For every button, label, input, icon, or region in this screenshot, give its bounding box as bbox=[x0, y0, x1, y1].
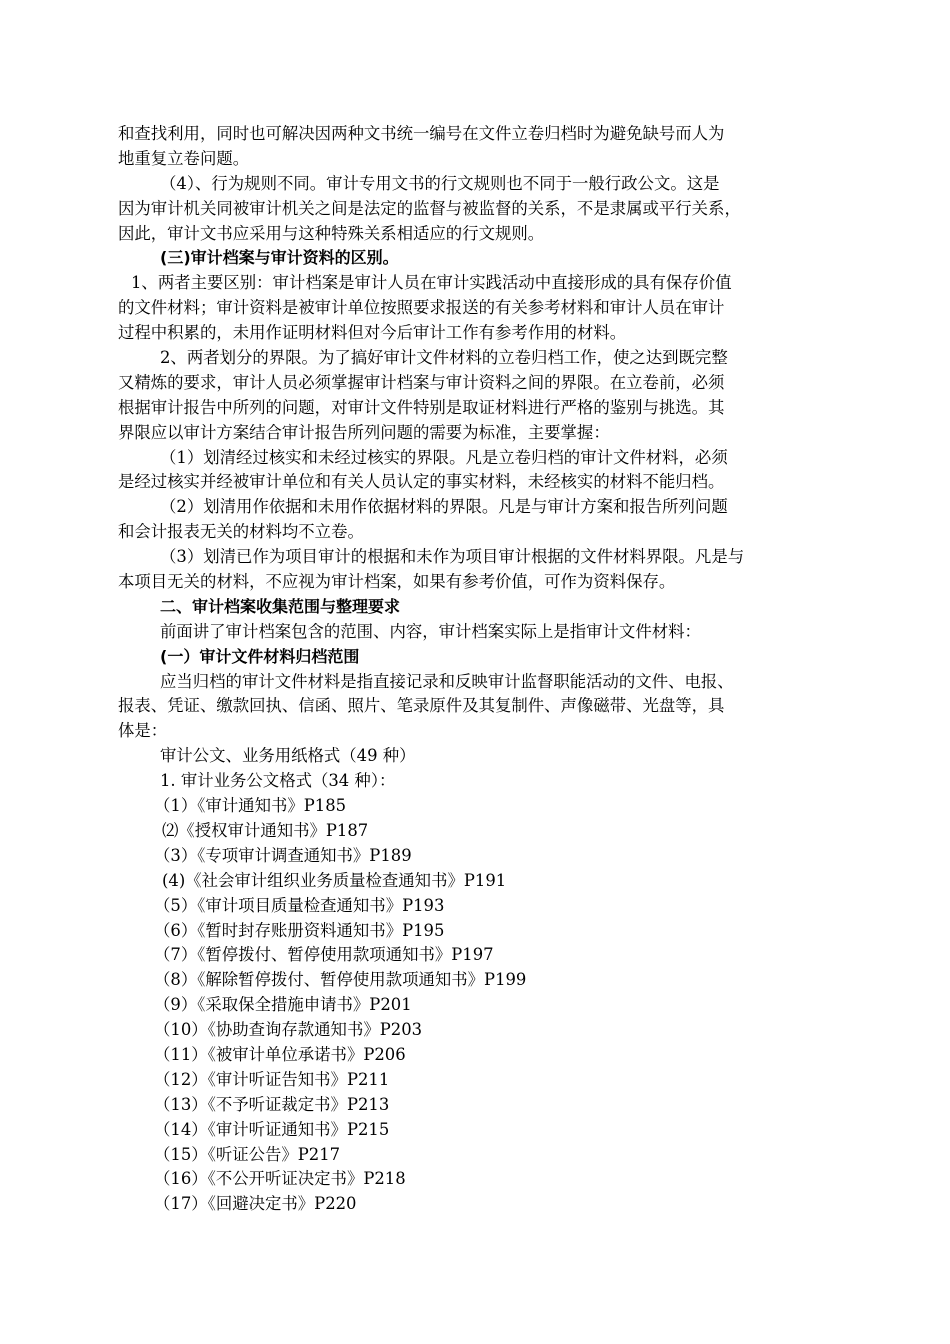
section-heading: 二、审计档案收集范围与整理要求 bbox=[160, 596, 401, 616]
text-line: 过程中积累的，未用作证明材料但对今后审计工作有参考作用的材料。 bbox=[118, 323, 627, 343]
list-item: （9）《采取保全措施申请书》P201 bbox=[154, 995, 412, 1015]
section-heading: (一）审计文件材料归档范围 bbox=[160, 646, 360, 666]
text-line: 地重复立卷问题。 bbox=[118, 148, 250, 168]
paragraph bbox=[118, 446, 838, 496]
paragraph bbox=[118, 495, 838, 545]
document-page bbox=[118, 122, 838, 1217]
paragraph bbox=[118, 271, 838, 346]
list-item: （16）《不公开听证决定书》P218 bbox=[154, 1169, 406, 1189]
text-line: 1、两者主要区别：审计档案是审计人员在审计实践活动中直接形成的具有保存价值 bbox=[131, 273, 732, 293]
paragraph bbox=[118, 122, 838, 172]
text-line: 根据审计报告中所列的问题，对审计文件特别是取证材料进行严格的鉴别与挑选。其 bbox=[118, 397, 725, 417]
text-line: （4）、行为规则不同。审计专用文书的行文规则也不同于一般行政公文。这是 bbox=[160, 173, 720, 193]
paragraph bbox=[118, 545, 838, 595]
list-item: （10）《协助查询存款通知书》P203 bbox=[154, 1020, 423, 1040]
list-item: （1）《审计通知书》P185 bbox=[154, 796, 347, 816]
formats-title: 审计公文、业务用纸格式（49 种） bbox=[160, 746, 416, 766]
text-line: 前面讲了审计档案包含的范围、内容，审计档案实际上是指审计文件材料： bbox=[160, 621, 701, 641]
list-item: （8）《解除暂停拨付、暂停使用款项通知书》P199 bbox=[154, 970, 527, 990]
list-item: （13）《不予听证裁定书》P213 bbox=[154, 1094, 390, 1114]
text-line: 又精炼的要求，审计人员必须掌握审计档案与审计资料之间的界限。在立卷前，必须 bbox=[118, 372, 725, 392]
text-line: 是经过核实并经被审计单位和有关人员认定的事实材料，未经核实的材料不能归档。 bbox=[118, 472, 725, 492]
section-heading: (三)审计档案与审计资料的区别。 bbox=[160, 248, 399, 268]
text-line: 和查找利用，同时也可解决因两种文书统一编号在文件立卷归档时为避免缺号而人为 bbox=[118, 124, 725, 143]
paragraph bbox=[118, 620, 838, 645]
list-item: （5）《审计项目质量检查通知书》P193 bbox=[154, 895, 445, 915]
text-line: 报表、凭证、缴款回执、信函、照片、笔录原件及其复制件、声像磁带、光盘等，具 bbox=[118, 696, 725, 716]
text-line: 的文件材料；审计资料是被审计单位按照要求报送的有关参考材料和审计人员在审计 bbox=[118, 298, 725, 318]
text-line: 应当归档的审计文件材料是指直接记录和反映审计监督职能活动的文件、电报、 bbox=[160, 671, 734, 691]
list-item: （14）《审计听证通知书》P215 bbox=[154, 1119, 390, 1139]
text-line: （1）划清经过核实和未经过核实的界限。凡是立卷归档的审计文件材料，必须 bbox=[160, 447, 728, 467]
paragraph bbox=[118, 346, 838, 446]
list-item: （7）《暂停拨付、暂停使用款项通知书》P197 bbox=[154, 945, 494, 965]
text-line: 本项目无关的材料，不应视为审计档案，如果有参考价值，可作为资料保存。 bbox=[118, 572, 676, 592]
list-item: （11）《被审计单位承诺书》P206 bbox=[154, 1044, 406, 1064]
list-item: (4)《社会审计组织业务质量检查通知书》P191 bbox=[162, 870, 507, 890]
paragraph bbox=[118, 670, 838, 745]
text-line: 体是： bbox=[118, 721, 168, 741]
text-line: 因此，审计文书应采用与这种特殊关系相适应的行文规则。 bbox=[118, 223, 545, 243]
text-line: 因为审计机关同被审计机关之间是法定的监督与被监督的关系，不是隶属或平行关系， bbox=[118, 198, 741, 218]
text-line: （3）划清已作为项目审计的根据和未作为项目审计根据的文件材料界限。凡是与 bbox=[160, 547, 745, 567]
format-list bbox=[118, 794, 838, 1217]
list-item: （12）《审计听证告知书》P211 bbox=[154, 1069, 390, 1089]
list-item: ⑵《授权审计通知书》P187 bbox=[162, 820, 369, 840]
list-item: （3）《专项审计调查通知书》P189 bbox=[154, 845, 412, 865]
text-line: （2）划清用作依据和未用作依据材料的界限。凡是与审计方案和报告所列问题 bbox=[160, 497, 728, 517]
text-line: 2、两者划分的界限。为了搞好审计文件材料的立卷归档工作，使之达到既完整 bbox=[160, 348, 728, 368]
text-line: 界限应以审计方案结合审计报告所列问题的需要为标准，主要掌握： bbox=[118, 422, 610, 442]
formats-subtitle: 1. 审计业务公文格式（34 种）： bbox=[160, 771, 396, 791]
list-item: （6）《暂时封存账册资料通知书》P195 bbox=[154, 920, 445, 940]
list-item: （17）《回避决定书》P220 bbox=[154, 1194, 357, 1214]
list-item: （15）《听证公告》P217 bbox=[154, 1144, 341, 1164]
text-line: 和会计报表无关的材料均不立卷。 bbox=[118, 522, 364, 542]
paragraph bbox=[118, 172, 838, 247]
